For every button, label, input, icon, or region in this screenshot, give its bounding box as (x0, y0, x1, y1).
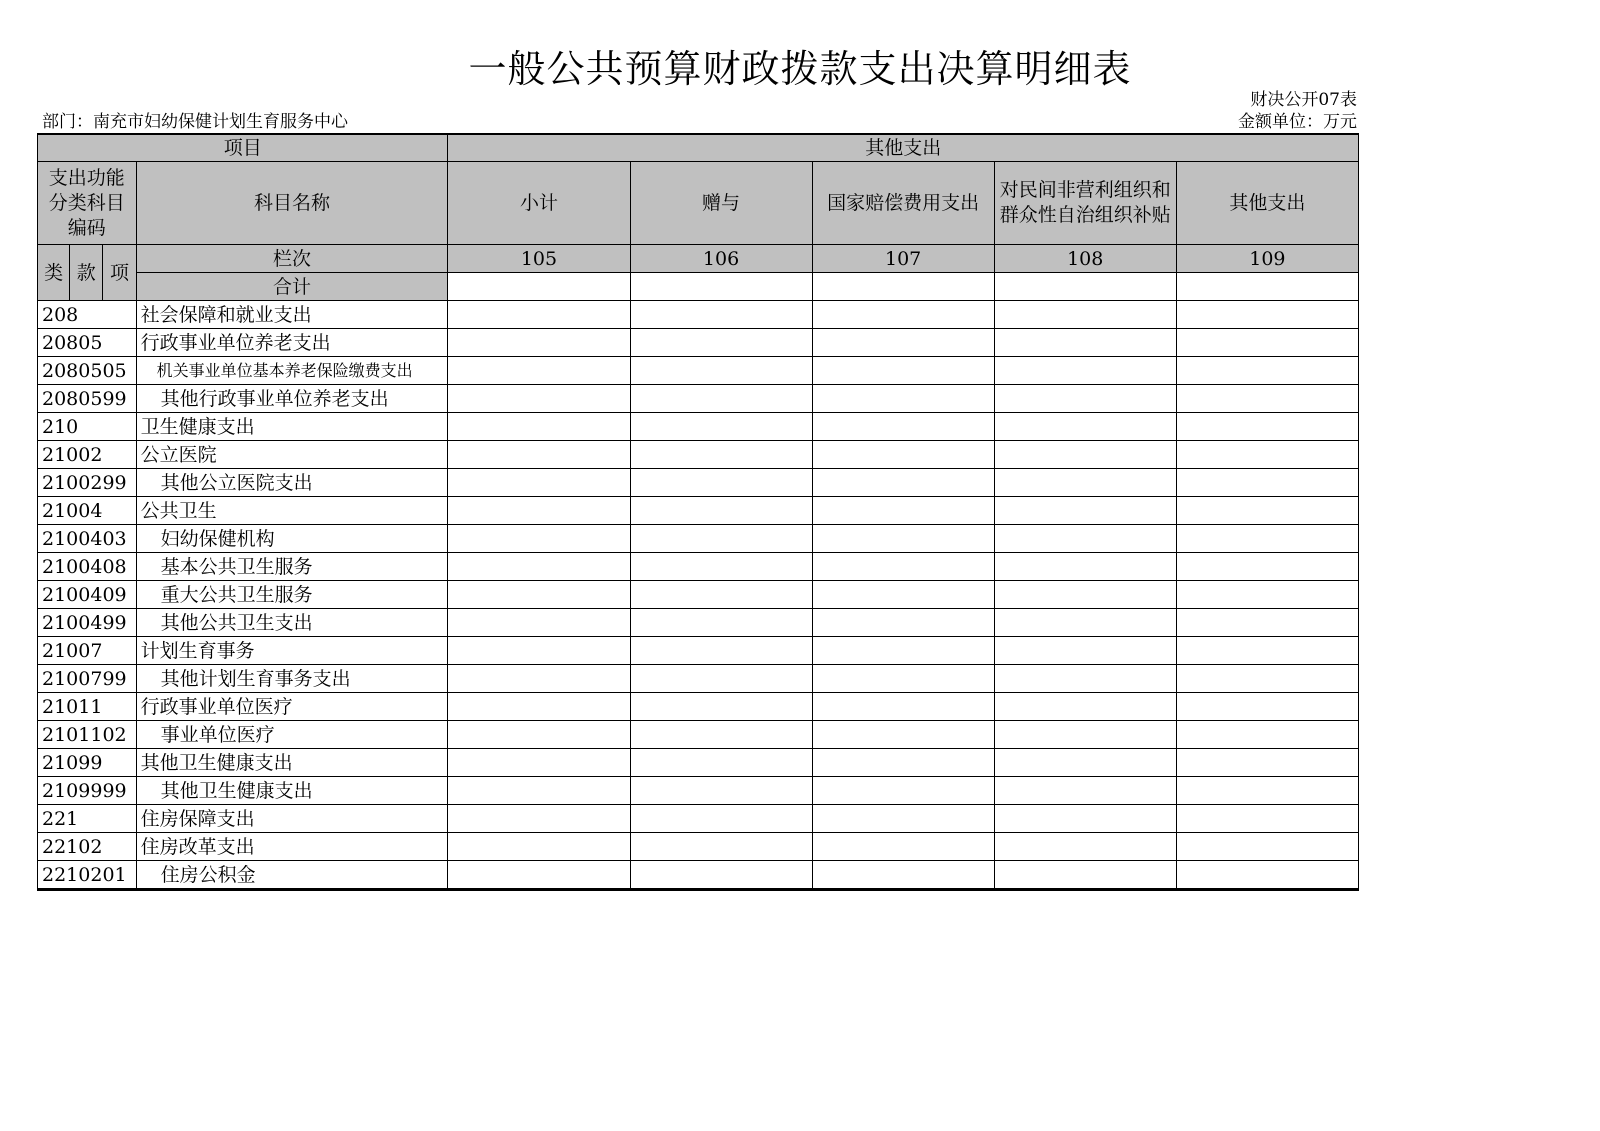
table-row (38, 357, 1359, 385)
amount-cell (994, 469, 1176, 497)
amount-cell (812, 441, 994, 469)
amount-cell (448, 637, 630, 665)
col-number-106: 106 (630, 245, 812, 273)
subject-code: 2100299 (38, 469, 137, 497)
table-row (38, 385, 1359, 413)
subject-code: 21002 (38, 441, 137, 469)
amount-cell (812, 357, 994, 385)
amount-cell (448, 497, 630, 525)
subject-name: 其他卫生健康支出 (136, 777, 448, 805)
subject-code: 2100403 (38, 525, 137, 553)
subject-name: 其他公立医院支出 (136, 469, 448, 497)
amount-cell (448, 441, 630, 469)
subject-code: 20805 (38, 329, 137, 357)
amount-cell (630, 301, 812, 329)
amount-cell (812, 301, 994, 329)
subject-code: 210 (38, 413, 137, 441)
amount-cell (1176, 833, 1358, 861)
report-title: 一般公共预算财政拨款支出决算明细表 (468, 47, 1132, 91)
amount-cell (630, 469, 812, 497)
table-row (38, 581, 1359, 609)
table-row (38, 497, 1359, 525)
subject-code: 2100409 (38, 581, 137, 609)
total-cell (994, 273, 1176, 301)
amount-unit: 金额单位：万元 (1238, 112, 1357, 132)
amount-cell (994, 413, 1176, 441)
amount-cell (448, 469, 630, 497)
amount-cell (812, 385, 994, 413)
header-col-subsidy: 对民间非营利组织和群众性自治组织补贴 (994, 162, 1176, 245)
department-label: 部门：南充市妇幼保健计划生育服务中心 (42, 112, 348, 132)
amount-cell (812, 637, 994, 665)
amount-cell (630, 637, 812, 665)
amount-cell (448, 721, 630, 749)
total-cell (448, 273, 630, 301)
amount-cell (630, 805, 812, 833)
amount-cell (994, 805, 1176, 833)
subject-name: 其他计划生育事务支出 (136, 665, 448, 693)
table-row (38, 441, 1359, 469)
amount-cell (1176, 721, 1358, 749)
amount-cell (1176, 777, 1358, 805)
subject-name: 其他公共卫生支出 (136, 609, 448, 637)
table-row (38, 469, 1359, 497)
subject-code: 2080505 (38, 357, 137, 385)
col-number-108: 108 (994, 245, 1176, 273)
subject-name: 机关事业单位基本养老保险缴费支出 (136, 357, 448, 385)
amount-cell (630, 525, 812, 553)
amount-cell (994, 665, 1176, 693)
amount-cell (1176, 665, 1358, 693)
table-row (38, 721, 1359, 749)
table-row (38, 861, 1359, 890)
subject-code: 2080599 (38, 385, 137, 413)
amount-cell (994, 777, 1176, 805)
amount-cell (630, 497, 812, 525)
subject-code: 2109999 (38, 777, 137, 805)
amount-cell (1176, 385, 1358, 413)
amount-cell (994, 693, 1176, 721)
amount-cell (1176, 413, 1358, 441)
subject-name: 行政事业单位养老支出 (136, 329, 448, 357)
amount-cell (812, 525, 994, 553)
total-cell (630, 273, 812, 301)
subject-name: 事业单位医疗 (136, 721, 448, 749)
header-lei: 类 (38, 245, 70, 301)
amount-cell (812, 497, 994, 525)
table-row (38, 777, 1359, 805)
subject-name: 其他行政事业单位养老支出 (136, 385, 448, 413)
amount-cell (1176, 525, 1358, 553)
subject-name: 住房改革支出 (136, 833, 448, 861)
amount-cell (1176, 357, 1358, 385)
amount-cell (448, 777, 630, 805)
header-code-group: 支出功能分类科目编码 (38, 162, 137, 245)
amount-cell (448, 749, 630, 777)
amount-cell (812, 665, 994, 693)
amount-cell (630, 553, 812, 581)
amount-cell (630, 861, 812, 890)
amount-cell (630, 357, 812, 385)
subject-code: 21099 (38, 749, 137, 777)
amount-cell (630, 665, 812, 693)
subject-code: 2100799 (38, 665, 137, 693)
header-project: 项目 (38, 134, 448, 162)
amount-cell (630, 749, 812, 777)
subject-code: 21004 (38, 497, 137, 525)
table-row (38, 329, 1359, 357)
amount-cell (812, 749, 994, 777)
table-row (38, 637, 1359, 665)
table-row (38, 693, 1359, 721)
amount-cell (812, 609, 994, 637)
amount-cell (994, 497, 1176, 525)
table-row (38, 525, 1359, 553)
table-row (38, 553, 1359, 581)
amount-cell (1176, 441, 1358, 469)
amount-cell (630, 777, 812, 805)
amount-cell (812, 861, 994, 890)
amount-cell (812, 777, 994, 805)
amount-cell (1176, 609, 1358, 637)
subject-code: 2100408 (38, 553, 137, 581)
subject-name: 卫生健康支出 (136, 413, 448, 441)
amount-cell (448, 385, 630, 413)
amount-cell (1176, 553, 1358, 581)
amount-cell (812, 581, 994, 609)
amount-cell (448, 553, 630, 581)
amount-cell (994, 833, 1176, 861)
subject-name: 住房公积金 (136, 861, 448, 890)
subject-code: 21007 (38, 637, 137, 665)
table-row (38, 833, 1359, 861)
col-number-109: 109 (1176, 245, 1358, 273)
amount-cell (1176, 329, 1358, 357)
subject-name: 社会保障和就业支出 (136, 301, 448, 329)
subject-name: 计划生育事务 (136, 637, 448, 665)
amount-cell (812, 329, 994, 357)
amount-cell (630, 693, 812, 721)
header-kuan: 款 (70, 245, 103, 301)
table-row (38, 301, 1359, 329)
total-cell (1176, 273, 1358, 301)
header-col-other: 其他支出 (1176, 162, 1358, 245)
amount-cell (812, 833, 994, 861)
amount-cell (812, 805, 994, 833)
amount-cell (630, 833, 812, 861)
amount-cell (630, 441, 812, 469)
table-body (38, 301, 1359, 890)
amount-cell (994, 609, 1176, 637)
amount-cell (448, 861, 630, 890)
subject-name: 基本公共卫生服务 (136, 553, 448, 581)
amount-cell (812, 693, 994, 721)
subject-code: 21011 (38, 693, 137, 721)
col-number-107: 107 (812, 245, 994, 273)
amount-cell (994, 861, 1176, 890)
header-col-gift: 赠与 (630, 162, 812, 245)
header-xiang: 项 (103, 245, 136, 301)
amount-cell (1176, 581, 1358, 609)
amount-cell (1176, 469, 1358, 497)
amount-cell (448, 693, 630, 721)
amount-cell (1176, 749, 1358, 777)
amount-cell (630, 413, 812, 441)
amount-cell (1176, 497, 1358, 525)
table-row (38, 609, 1359, 637)
amount-cell (994, 553, 1176, 581)
amount-cell (448, 301, 630, 329)
amount-cell (448, 329, 630, 357)
header-col-subtotal: 小计 (448, 162, 630, 245)
amount-cell (448, 665, 630, 693)
table-row (38, 413, 1359, 441)
header-subject-name: 科目名称 (136, 162, 448, 245)
amount-cell (630, 329, 812, 357)
subject-name: 公立医院 (136, 441, 448, 469)
amount-cell (630, 721, 812, 749)
subject-code: 2101102 (38, 721, 137, 749)
amount-cell (994, 301, 1176, 329)
subject-name: 重大公共卫生服务 (136, 581, 448, 609)
amount-cell (448, 581, 630, 609)
subject-code: 2210201 (38, 861, 137, 890)
amount-cell (1176, 301, 1358, 329)
amount-cell (994, 637, 1176, 665)
subject-name: 其他卫生健康支出 (136, 749, 448, 777)
amount-cell (994, 329, 1176, 357)
amount-cell (448, 525, 630, 553)
amount-cell (1176, 805, 1358, 833)
amount-cell (994, 581, 1176, 609)
subject-name: 行政事业单位医疗 (136, 693, 448, 721)
subject-code: 22102 (38, 833, 137, 861)
subject-code: 2100499 (38, 609, 137, 637)
amount-cell (630, 385, 812, 413)
amount-cell (812, 413, 994, 441)
amount-cell (994, 441, 1176, 469)
expenditure-detail-table (37, 133, 1359, 891)
amount-cell (812, 721, 994, 749)
table-row (38, 749, 1359, 777)
table-row (38, 665, 1359, 693)
amount-cell (994, 525, 1176, 553)
table-row (38, 805, 1359, 833)
amount-cell (994, 357, 1176, 385)
amount-cell (448, 805, 630, 833)
amount-cell (994, 385, 1176, 413)
subject-name: 住房保障支出 (136, 805, 448, 833)
amount-cell (448, 413, 630, 441)
amount-cell (630, 581, 812, 609)
total-cell (812, 273, 994, 301)
total-label: 合计 (136, 273, 448, 301)
amount-cell (1176, 861, 1358, 890)
amount-cell (994, 721, 1176, 749)
subject-name: 妇幼保健机构 (136, 525, 448, 553)
amount-cell (448, 357, 630, 385)
header-other-expense: 其他支出 (448, 134, 1359, 162)
amount-cell (1176, 637, 1358, 665)
subject-name: 公共卫生 (136, 497, 448, 525)
header-col-state-compensation: 国家赔偿费用支出 (812, 162, 994, 245)
amount-cell (994, 749, 1176, 777)
amount-cell (630, 609, 812, 637)
col-number-105: 105 (448, 245, 630, 273)
amount-cell (448, 833, 630, 861)
subject-code: 208 (38, 301, 137, 329)
amount-cell (448, 609, 630, 637)
table-number: 财决公开07表 (1250, 90, 1357, 110)
amount-cell (812, 553, 994, 581)
header-lanci: 栏次 (136, 245, 448, 273)
amount-cell (812, 469, 994, 497)
amount-cell (1176, 693, 1358, 721)
subject-code: 221 (38, 805, 137, 833)
